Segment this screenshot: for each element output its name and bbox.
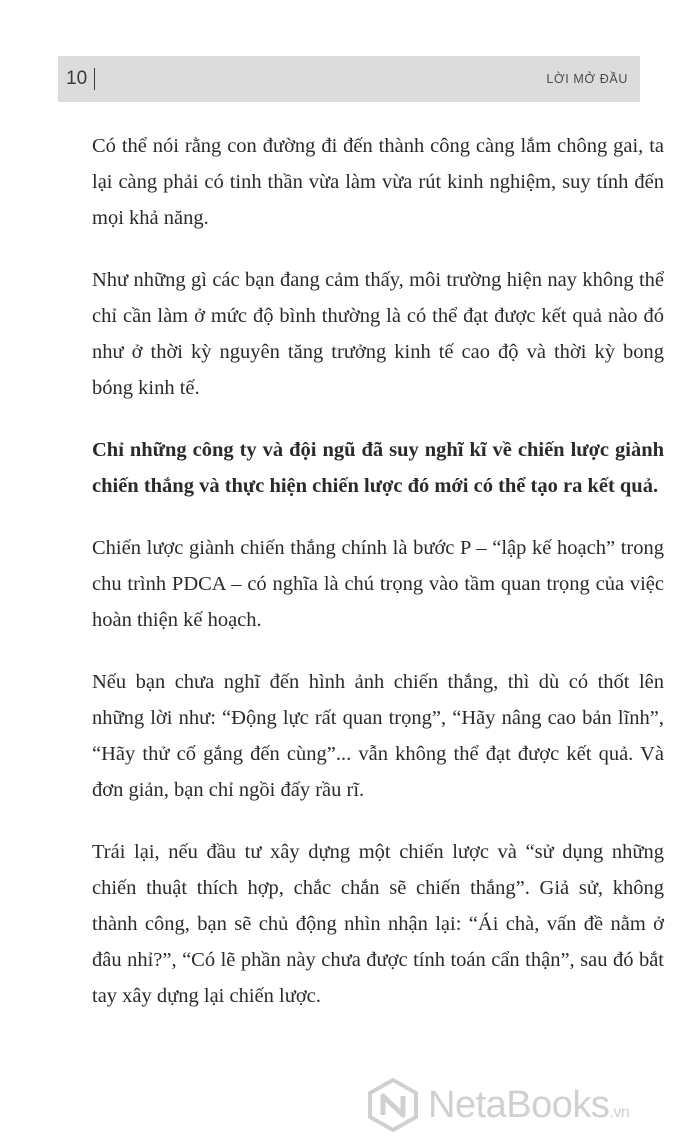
watermark-suffix: .vn [609,1104,630,1121]
page-number: 10 [66,68,88,89]
header-divider [94,68,95,90]
watermark [366,1076,696,1136]
paragraph: Trái lại, nếu đầu tư xây dựng một chiến lược và “sử dụng những chiến thuật thích hợp, chắc chắn sẽ chiến thắng”. Giả sử, không thành công, bạn sẽ chủ động nhìn nhận lại: “Ái chà, vấn đề nằm ở đâu nhỉ?”, “Có lẽ phần này chưa được tính toán cẩn thận”, sau đó bắt tay xây dựng lại chiến lược. [92,841,664,1007]
paragraph: Nếu bạn chưa nghĩ đến hình ảnh chiến thắng, thì dù có thốt lên những lời như: “Động lực rất quan trọng”, “Hãy nâng cao bản lĩnh”, “Hãy thử cố gắng đến cùng”... vẫn không thể đạt được kết quả. Và đơn giản, bạn chỉ ngồi đấy rầu rĩ. [92,671,664,801]
netabooks-logo-icon [366,1078,420,1132]
paragraph: Như những gì các bạn đang cảm thấy, môi trường hiện nay không thể chỉ cần làm ở mức độ bình thường là có thể đạt được kết quả nào đó như ở thời kỳ nguyên tăng trưởng kinh tế cao độ và thời kỳ bong bóng kinh tế. [92,269,664,399]
watermark-brand: NetaBooks [428,1084,610,1126]
page-body [92,128,664,1040]
paragraph: Có thể nói rằng con đường đi đến thành công càng lắm chông gai, ta lại càng phải có tinh thần vừa làm vừa rút kinh nghiệm, suy tính đến mọi khả năng. [92,135,664,229]
bold-paragraph: Chỉ những công ty và đội ngũ đã suy nghĩ kĩ về chiến lược giành chiến thắng và thực hiện chiến lược đó mới có thể tạo ra kết quả. [92,439,664,497]
section-title: LỜI MỞ ĐẦU [546,72,628,86]
page-header [58,56,640,102]
watermark-text [428,1082,629,1136]
paragraph: Chiến lược giành chiến thắng chính là bước P – “lập kế hoạch” trong chu trình PDCA – có nghĩa là chú trọng vào tầm quan trọng của việc hoàn thiện kế hoạch. [92,537,664,631]
